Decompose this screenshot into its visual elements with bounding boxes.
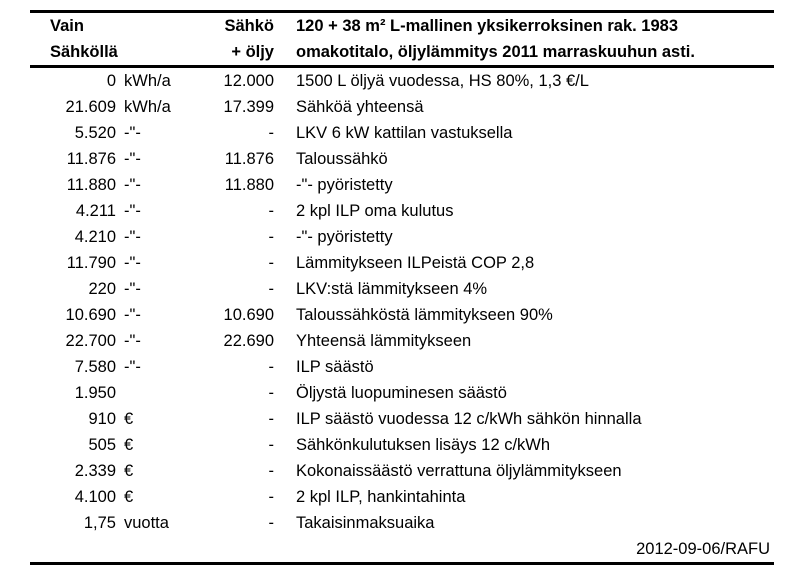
table-row — [30, 120, 774, 146]
row-unit — [122, 380, 194, 406]
row-value: 2.339 — [30, 458, 122, 484]
row-value: 4.211 — [30, 198, 122, 224]
row-oil-value: - — [194, 432, 286, 458]
row-value: 1.950 — [30, 380, 122, 406]
row-value: 4.100 — [30, 484, 122, 510]
row-description: Yhteensä lämmitykseen — [286, 328, 774, 354]
row-unit: vuotta — [122, 510, 194, 536]
row-oil-value: 10.690 — [194, 302, 286, 328]
row-unit: € — [122, 406, 194, 432]
row-description: Kokonaissäästö verrattuna öljylämmitykseen — [286, 458, 774, 484]
header-col1-spacer — [122, 12, 194, 40]
row-value: 505 — [30, 432, 122, 458]
row-oil-value: - — [194, 354, 286, 380]
row-unit: -"- — [122, 224, 194, 250]
table-row — [30, 406, 774, 432]
row-unit: -"- — [122, 250, 194, 276]
signature-spacer-2 — [122, 536, 194, 564]
table-header-row-1 — [30, 12, 774, 40]
table-row — [30, 484, 774, 510]
row-unit: kWh/a — [122, 67, 194, 95]
row-description: Öljystä luopuminesen säästö — [286, 380, 774, 406]
bottom-rule-row — [30, 564, 774, 569]
table-row — [30, 94, 774, 120]
signature-row — [30, 536, 774, 564]
row-description: -"- pyöristetty — [286, 172, 774, 198]
row-unit: € — [122, 432, 194, 458]
row-unit: -"- — [122, 198, 194, 224]
row-description-text: Takaisinmaksuaika — [296, 514, 434, 532]
row-value: 220 — [30, 276, 122, 302]
bottom-rule-2 — [122, 564, 194, 569]
row-oil-value: - — [194, 458, 286, 484]
row-description: ILP säästö vuodessa 12 c/kWh sähkön hinnalla — [286, 406, 774, 432]
table-row — [30, 432, 774, 458]
row-value: 10.690 — [30, 302, 122, 328]
table-row — [30, 172, 774, 198]
row-oil-value: 22.690 — [194, 328, 286, 354]
table-row — [30, 224, 774, 250]
row-oil-value: 12.000 — [194, 67, 286, 95]
row-description: -"- pyöristetty — [286, 224, 774, 250]
signature-spacer-3 — [194, 536, 286, 564]
bottom-rule-1 — [30, 564, 122, 569]
row-unit: € — [122, 484, 194, 510]
table-row — [30, 67, 774, 95]
row-unit: -"- — [122, 276, 194, 302]
row-oil-value: - — [194, 224, 286, 250]
row-oil-value: - — [194, 276, 286, 302]
table-header-row-2 — [30, 39, 774, 67]
table-row — [30, 354, 774, 380]
row-description: 2 kpl ILP oma kulutus — [286, 198, 774, 224]
row-oil-value: - — [194, 198, 286, 224]
row-unit: € — [122, 458, 194, 484]
row-value: 22.700 — [30, 328, 122, 354]
row-unit: -"- — [122, 120, 194, 146]
row-oil-value: - — [194, 406, 286, 432]
row-value: 11.880 — [30, 172, 122, 198]
row-oil-value: - — [194, 250, 286, 276]
table-row — [30, 510, 774, 536]
table-row — [30, 328, 774, 354]
row-value: 11.876 — [30, 146, 122, 172]
row-oil-value: 11.876 — [194, 146, 286, 172]
row-unit: -"- — [122, 172, 194, 198]
row-oil-value: - — [194, 380, 286, 406]
header-col1-line1: Vain — [30, 12, 122, 40]
table-row — [30, 458, 774, 484]
row-oil-value: - — [194, 120, 286, 146]
table-row — [30, 198, 774, 224]
bottom-rule-4 — [286, 564, 774, 569]
row-description: LKV:stä lämmitykseen 4% — [286, 276, 774, 302]
row-description — [286, 510, 774, 536]
row-description: Taloussähköstä lämmitykseen 90% — [286, 302, 774, 328]
row-value: 4.210 — [30, 224, 122, 250]
row-description: 1500 L öljyä vuodessa, HS 80%, 1,3 €/L — [286, 67, 774, 95]
row-value: 11.790 — [30, 250, 122, 276]
row-description: LKV 6 kW kattilan vastuksella — [286, 120, 774, 146]
table-row — [30, 276, 774, 302]
row-description: Lämmitykseen ILPeistä COP 2,8 — [286, 250, 774, 276]
row-unit: -"- — [122, 354, 194, 380]
row-description: Sähköä yhteensä — [286, 94, 774, 120]
row-description: ILP säästö — [286, 354, 774, 380]
document-sheet — [0, 10, 800, 558]
header-col2-line2: + öljy — [194, 39, 286, 67]
signature-spacer-1 — [30, 536, 122, 564]
row-oil-value: - — [194, 510, 286, 536]
header-col3-line2: omakotitalo, öljylämmitys 2011 marraskuuhun asti. — [286, 39, 774, 67]
row-oil-value: 17.399 — [194, 94, 286, 120]
table-row — [30, 302, 774, 328]
header-col3-line1: 120 + 38 m² L-mallinen yksikerroksinen rak. 1983 — [286, 12, 774, 40]
signature-cell — [286, 536, 774, 564]
row-unit: -"- — [122, 302, 194, 328]
date-author-stamp: 2012-09-06/RAFU — [296, 536, 774, 562]
row-description: Taloussähkö — [286, 146, 774, 172]
table-row — [30, 380, 774, 406]
table-row — [30, 250, 774, 276]
row-value: 5.520 — [30, 120, 122, 146]
row-value: 910 — [30, 406, 122, 432]
row-description: Sähkönkulutuksen lisäys 12 c/kWh — [286, 432, 774, 458]
row-description: 2 kpl ILP, hankintahinta — [286, 484, 774, 510]
row-value: 21.609 — [30, 94, 122, 120]
row-unit: -"- — [122, 146, 194, 172]
row-value: 1,75 — [30, 510, 122, 536]
header-col2-line1: Sähkö — [194, 12, 286, 40]
header-col1-line2: Sähköllä — [30, 39, 122, 67]
table-row — [30, 146, 774, 172]
row-value: 0 — [30, 67, 122, 95]
row-value: 7.580 — [30, 354, 122, 380]
row-unit: -"- — [122, 328, 194, 354]
comparison-table — [30, 10, 774, 569]
header-col1-spacer-2 — [122, 39, 194, 67]
row-oil-value: 11.880 — [194, 172, 286, 198]
bottom-rule-3 — [194, 564, 286, 569]
row-oil-value: - — [194, 484, 286, 510]
row-unit: kWh/a — [122, 94, 194, 120]
